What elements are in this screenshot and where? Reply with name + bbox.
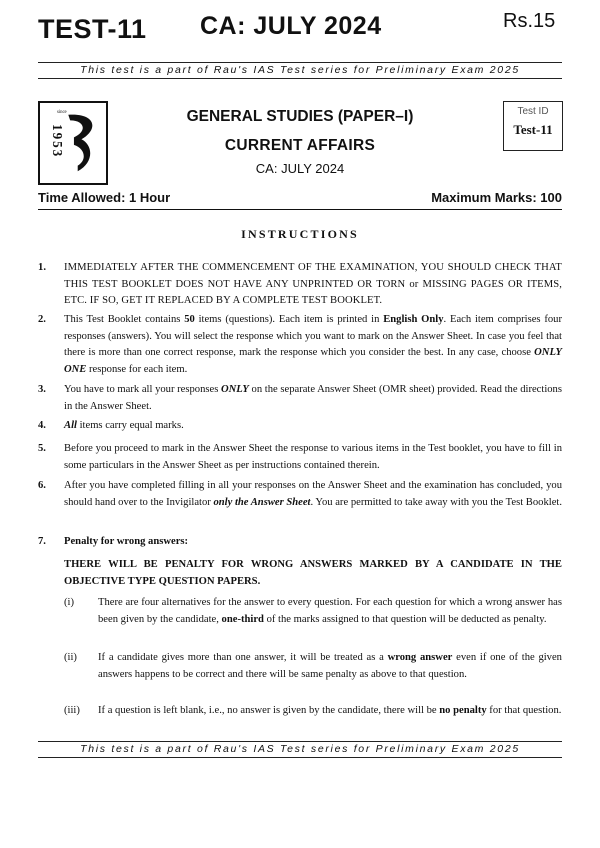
penalty-point-number: (ii): [64, 652, 77, 663]
logo-since-text: since: [56, 109, 67, 115]
test-id-box: [503, 101, 563, 151]
logo-emblem-shape: [68, 115, 92, 172]
divider-rule: [38, 209, 562, 210]
instruction-text: Penalty for wrong answers:: [64, 536, 189, 547]
series-banner-top: This test is a part of Rau's IAS Test series for Preliminary Exam 2025: [38, 62, 562, 79]
instruction-text: After you have completed filling in all your responses on the Answer Sheet and the examination has concluded, you should hand over to the Invigilator only the Answer Sheet. You are permitted to take away with you the Test Booklet.: [64, 480, 563, 508]
instruction-number: 3.: [38, 384, 46, 395]
instruction-number: 2.: [38, 314, 46, 325]
penalty-point-number: (i): [64, 597, 74, 608]
penalty-point-number: (iii): [64, 705, 80, 716]
instruction-item-3: [38, 382, 562, 415]
penalty-point-2: [64, 650, 562, 683]
test-id-label: Test ID: [517, 106, 549, 117]
instructions-heading: INSTRUCTIONS: [241, 227, 359, 241]
penalty-point-3: [64, 703, 562, 720]
paper-title: GENERAL STUDIES (PAPER–I): [186, 108, 414, 125]
maximum-marks: Maximum Marks: 100: [431, 190, 562, 205]
instruction-text: All items carry equal marks.: [64, 420, 184, 431]
price: Rs.15: [503, 10, 556, 32]
instruction-text: Before you proceed to mark in the Answer Sheet the response to various items in the Test booklet, you have to fill in some particulars in the Answer Sheet as per instructions contained therein.: [64, 443, 562, 471]
paper-month: CA: JULY 2024: [255, 161, 345, 176]
instruction-number: 7.: [38, 536, 46, 547]
logo-year-text: 1953: [50, 124, 66, 159]
test-id-value: Test-11: [513, 122, 553, 137]
instruction-number: 6.: [38, 480, 46, 491]
penalty-point-text: If a candidate gives more than one answer, it will be treated as a wrong answer even if one of the given answers happens to be correct and there will be same penalty as above to that question.: [98, 652, 562, 680]
time-allowed: Time Allowed: 1 Hour: [38, 190, 171, 205]
penalty-point-text: There are four alternatives for the answer to every question. For each question for which a wrong answer has been given by the candidate, one-third of the marks assigned to that question will be deducted as penalty.: [98, 597, 562, 625]
booklet-title: CA: JULY 2024: [200, 12, 382, 40]
instruction-item-6: [38, 478, 562, 511]
instruction-number: 4.: [38, 420, 46, 431]
instruction-item-7: [38, 534, 562, 551]
logo-graphic: [40, 103, 106, 183]
instruction-item-4: [38, 418, 562, 435]
instruction-text: This Test Booklet contains 50 items (questions). Each item is printed in English Only. Each item comprises four responses (answers). You will select the response which you want to mark on the Answer Sheet. In case you feel that there is more than one correct response, mark the response which you consider the best. In any case, choose ONLY ONE response for each item.: [64, 314, 562, 375]
series-banner-bottom: This test is a part of Rau's IAS Test series for Preliminary Exam 2025: [38, 741, 562, 758]
penalty-point-1: [64, 595, 562, 628]
penalty-heading: THERE WILL BE PENALTY FOR WRONG ANSWERS MARKED BY A CANDIDATE IN THE OBJECTIVE TYPE QUESTION PAPERS.: [64, 559, 562, 587]
instruction-text: You have to mark all your responses ONLY on the separate Answer Sheet (OMR sheet) provided. Read the directions in the Answer Sheet.: [64, 384, 562, 412]
instruction-text: IMMEDIATELY AFTER THE COMMENCEMENT OF THE EXAMINATION, YOU SHOULD CHECK THAT THIS TEST BOOKLET DOES NOT HAVE ANY UNPRINTED OR TORN or MISSING PAGES OR ITEMS, ETC. IF SO, GET IT REPLACED BY A COMPLETE TEST BOOKLET.: [64, 262, 562, 306]
instruction-item-5: [38, 441, 562, 474]
instruction-item-2: [38, 312, 562, 378]
test-number: TEST-11: [38, 14, 147, 44]
instruction-number: 5.: [38, 443, 46, 454]
paper-subject: CURRENT AFFAIRS: [224, 137, 376, 154]
instruction-number: 1.: [38, 262, 47, 273]
penalty-point-text: If a question is left blank, i.e., no answer is given by the candidate, there will be no penalty for that question.: [98, 705, 562, 716]
instruction-item-1: [38, 260, 562, 310]
rau-logo: [38, 101, 108, 185]
